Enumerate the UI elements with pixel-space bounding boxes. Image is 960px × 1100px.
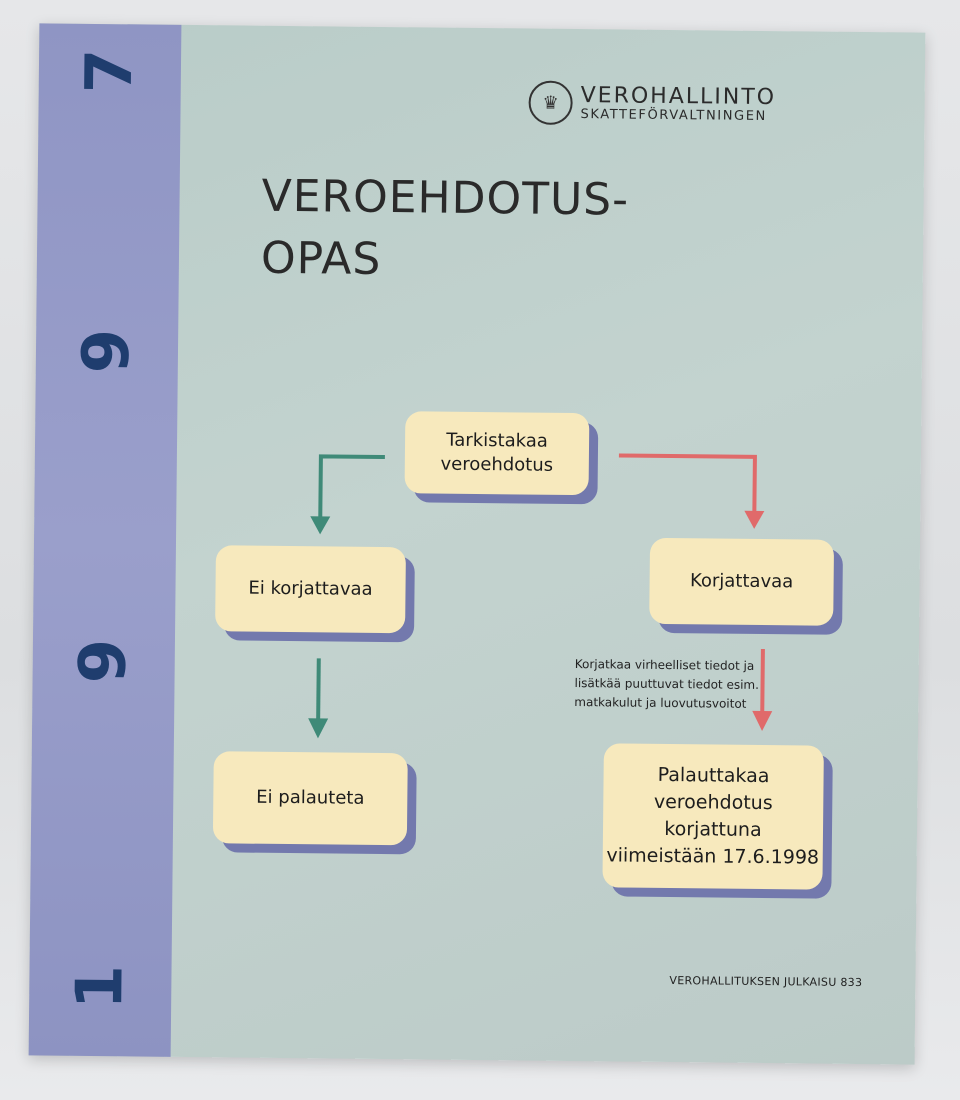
logo-name-finnish: VEROHALLINTO bbox=[580, 82, 777, 110]
spine-digit: 9 bbox=[66, 638, 141, 684]
booklet-cover bbox=[29, 23, 926, 1064]
logo-name-swedish: SKATTEFÖRVALTNINGEN bbox=[580, 106, 767, 124]
green-arrow-to-no-corrections bbox=[320, 456, 385, 519]
flow-box-corrections-needed bbox=[649, 538, 834, 626]
flow-box-label: Ei palauteta bbox=[256, 786, 365, 809]
title-line-1: VEROEHDOTUS- bbox=[261, 170, 630, 226]
flow-box-line: veroehdotus bbox=[440, 453, 554, 476]
green-arrowhead bbox=[310, 516, 330, 534]
flow-box-line: Palauttakaa bbox=[657, 763, 770, 788]
correction-instructions bbox=[574, 655, 805, 714]
spine-digit: 7 bbox=[72, 48, 148, 94]
flow-box-line: korjattuna bbox=[664, 817, 762, 841]
green-arrow-to-not-returned bbox=[318, 658, 319, 720]
red-arrow-to-corrections bbox=[618, 455, 755, 512]
flow-box-line: viimeistään 17.6.1998 bbox=[606, 844, 820, 869]
flow-box-label: Ei korjattavaa bbox=[248, 577, 373, 600]
flow-box-label: Korjattavaa bbox=[689, 570, 794, 593]
spine-digit: 9 bbox=[69, 328, 145, 374]
title-line-2: OPAS bbox=[260, 232, 382, 285]
flow-box-line: Tarkistakaa bbox=[446, 429, 548, 452]
flow-box-return-corrected bbox=[602, 743, 823, 889]
note-line: Korjatkaa virheelliset tiedot ja bbox=[574, 657, 755, 673]
note-line: lisätkää puuttuvat tiedot esim. bbox=[574, 676, 760, 692]
flow-box-line: veroehdotus bbox=[653, 790, 773, 815]
publication-number: VEROHALLITUKSEN JULKAISU 833 bbox=[669, 974, 863, 990]
note-line: matkakulut ja luovutusvoitot bbox=[574, 695, 747, 711]
flow-box-check-proposal bbox=[405, 411, 590, 495]
flow-box-not-returned bbox=[213, 751, 408, 845]
red-arrowhead bbox=[744, 511, 764, 529]
crown-seal-icon: ♛ bbox=[528, 81, 572, 125]
green-arrowhead bbox=[308, 718, 328, 738]
spine-digit: 1 bbox=[63, 964, 138, 1010]
flow-box-no-corrections bbox=[215, 545, 406, 633]
